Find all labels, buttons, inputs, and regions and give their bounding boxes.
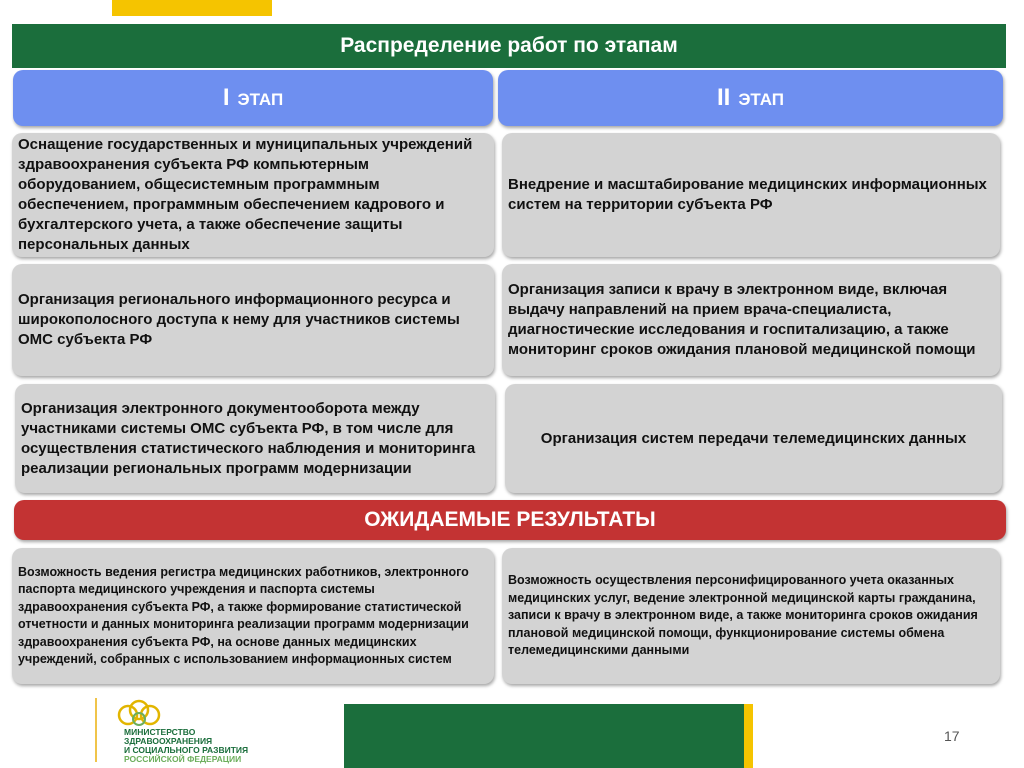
stage-1-header <box>13 70 493 126</box>
stage-2-label: ЭТАП <box>738 90 785 109</box>
ministry-line-2: ЗДРАВООХРАНЕНИЯ <box>124 736 213 746</box>
stage-2-task-3: Организация систем передачи телемедицинских данных <box>505 384 1002 493</box>
ministry-name <box>124 728 284 764</box>
slide-title: Распределение работ по этапам <box>12 24 1006 68</box>
result-right: Возможность осуществления персонифицированного учета оказанных медицинских услуг, ведение электронной медицинской карты гражданина, записи к врачу в электронном виде, а также мониторинга сроков ожидания плановой медицинской помощи, функционирование системы обмена телемедицинскими данными <box>502 548 1000 684</box>
stage-2-header <box>498 70 1003 126</box>
stage-1-task-2: Организация регионального информационного ресурса и широкополосного доступа к нему для участников системы ОМС субъекта РФ <box>12 264 494 376</box>
footer-yellow-bar <box>744 704 753 768</box>
ministry-line-3: И СОЦИАЛЬНОГО РАЗВИТИЯ <box>124 745 249 755</box>
footer-divider <box>95 698 97 762</box>
top-accent-bar <box>112 0 272 16</box>
ministry-line-4: РОССИЙСКОЙ ФЕДЕРАЦИИ <box>124 754 242 764</box>
ministry-line-1: МИНИСТЕРСТВО <box>124 727 196 737</box>
stage-1-task-3: Организация электронного документооборота между участниками системы ОМС субъекта РФ, в том числе для осуществления статистического наблюдения и мониторинга реализации региональных программ модернизации <box>15 384 495 493</box>
stage-2-task-1: Внедрение и масштабирование медицинских информационных систем на территории субъекта РФ <box>502 133 1000 257</box>
footer-green-bar <box>344 704 744 768</box>
stage-1-roman: I <box>222 84 230 111</box>
stage-1-task-1: Оснащение государственных и муниципальных учреждений здравоохранения субъекта РФ компьютерным оборудованием, общесистемным программным обеспечением, программным обеспечением кадрового и бухгалтерского учета, а также обеспечение защиты персональных данных <box>12 133 494 257</box>
stage-2-task-2: Организация записи к врачу в электронном виде, включая выдачу направлений на прием врача-специалиста, диагностические исследования и госпитализацию, а также мониторинг сроков ожидания плановой медицинской помощи <box>502 264 1000 376</box>
stage-1-label: ЭТАП <box>237 90 284 109</box>
result-left: Возможность ведения регистра медицинских работников, электронного паспорта медицинского учреждения и паспорта системы здравоохранения субъекта РФ, а также формирование статистической отчетности и данных мониторинга реализации программ модернизации здравоохранения субъекта РФ, на основе данных медицинских учреждений, собранных с использованием информационных систем <box>12 548 494 684</box>
expected-results-banner: ОЖИДАЕМЫЕ РЕЗУЛЬТАТЫ <box>14 500 1006 540</box>
stage-2-roman: II <box>716 84 731 111</box>
page-number: 17 <box>944 728 960 744</box>
